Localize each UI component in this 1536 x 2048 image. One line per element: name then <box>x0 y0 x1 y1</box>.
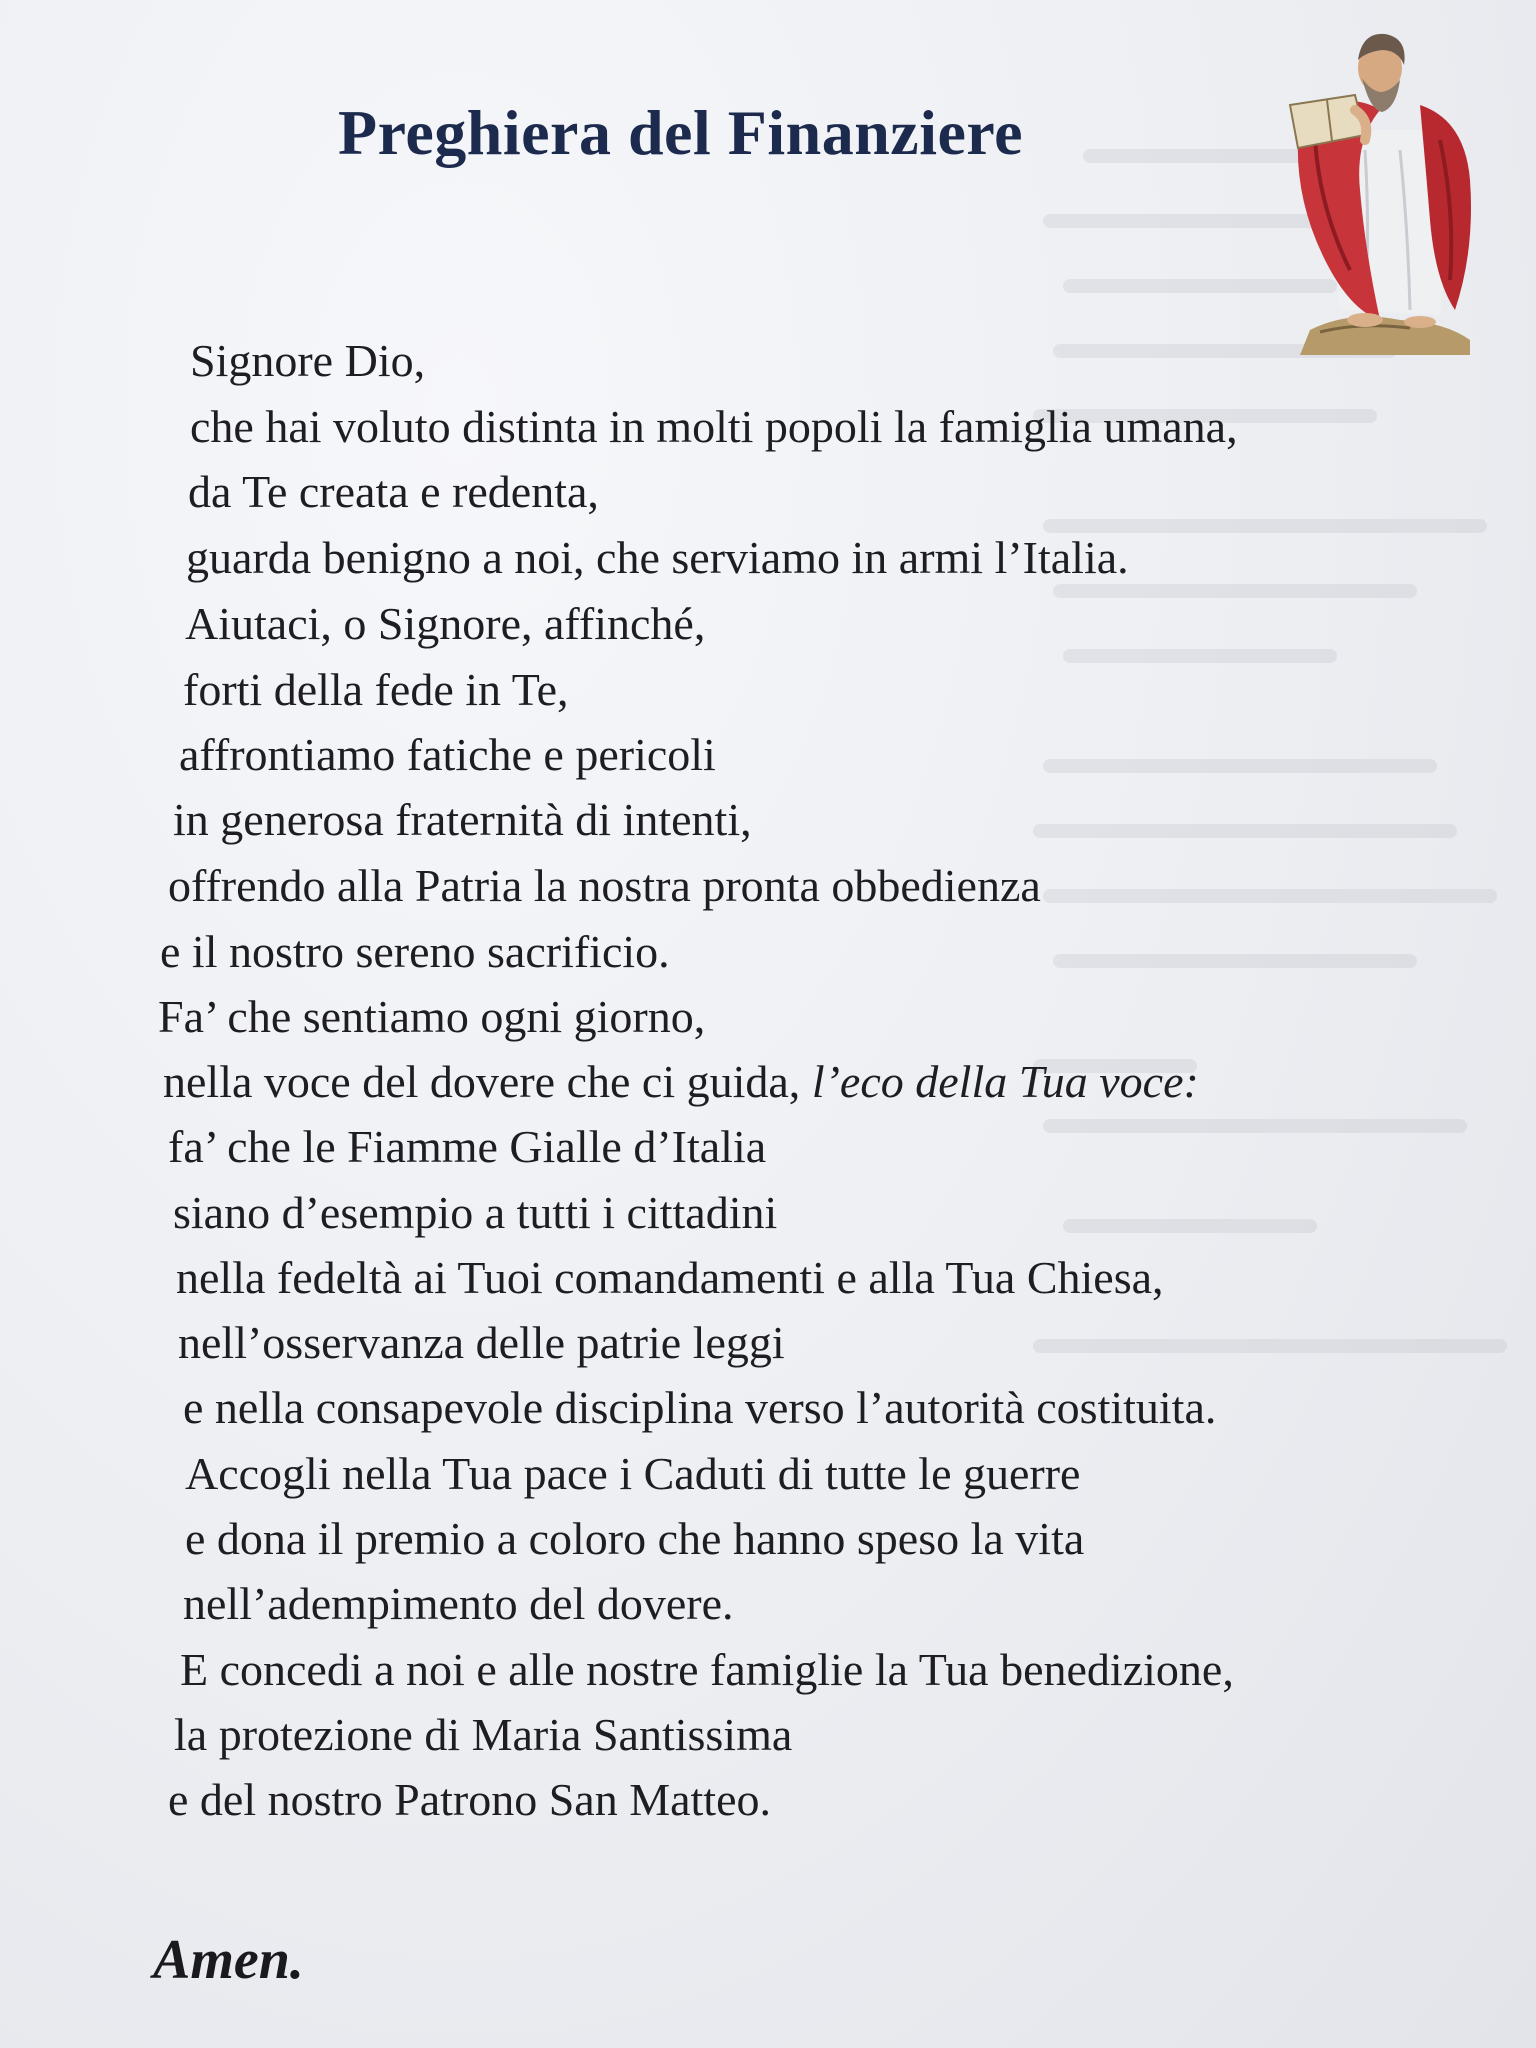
prayer-line: Fa’ che sentiamo ogni giorno, <box>158 991 706 1042</box>
prayer-line: Accogli nella Tua pace i Caduti di tutte le guerre <box>185 1448 1081 1499</box>
prayer-line: nella fedeltà ai Tuoi comandamenti e alla Tua Chiesa, <box>176 1252 1164 1303</box>
saint-matthew-illustration <box>1270 10 1490 355</box>
prayer-line: E concedi a noi e alle nostre famiglie la Tua benedizione, <box>180 1644 1234 1695</box>
prayer-line: guarda benigno a noi, che serviamo in armi l’Italia. <box>186 532 1129 583</box>
prayer-line: la protezione di Maria Santissima <box>174 1709 793 1760</box>
prayer-line: affrontiamo fatiche e pericoli <box>179 729 716 780</box>
prayer-line: che hai voluto distinta in molti popoli la famiglia umana, <box>190 401 1238 452</box>
prayer-line-italic: l’eco della Tua voce: <box>811 1056 1199 1107</box>
prayer-line: Signore Dio, <box>190 335 426 386</box>
prayer-line: e dona il premio a coloro che hanno speso la vita <box>185 1513 1085 1564</box>
prayer-line: nell’osservanza delle patrie leggi <box>178 1317 785 1368</box>
prayer-line: e il nostro sereno sacrificio. <box>160 926 670 977</box>
amen-closing: Amen. <box>153 1929 304 1991</box>
prayer-line: nell’adempimento del dovere. <box>183 1578 734 1629</box>
prayer-line-start: nella voce del dovere che ci guida, <box>163 1056 812 1107</box>
prayer-line: forti della fede in Te, <box>183 664 569 715</box>
prayer-line: e del nostro Patrono San Matteo. <box>168 1774 772 1825</box>
prayer-line: in generosa fraternità di intenti, <box>173 794 752 845</box>
page-title: Preghiera del Finanziere <box>338 97 1024 168</box>
prayer-line: fa’ che le Fiamme Gialle d’Italia <box>168 1121 767 1172</box>
prayer-line: offrendo alla Patria la nostra pronta obbedienza <box>168 860 1041 911</box>
prayer-line: da Te creata e redenta, <box>188 466 599 517</box>
prayer-line: siano d’esempio a tutti i cittadini <box>173 1187 778 1238</box>
prayer-line: e nella consapevole disciplina verso l’autorità costituita. <box>183 1382 1217 1433</box>
prayer-line <box>163 1055 1199 1108</box>
prayer-line: Aiutaci, o Signore, affinché, <box>185 598 706 649</box>
